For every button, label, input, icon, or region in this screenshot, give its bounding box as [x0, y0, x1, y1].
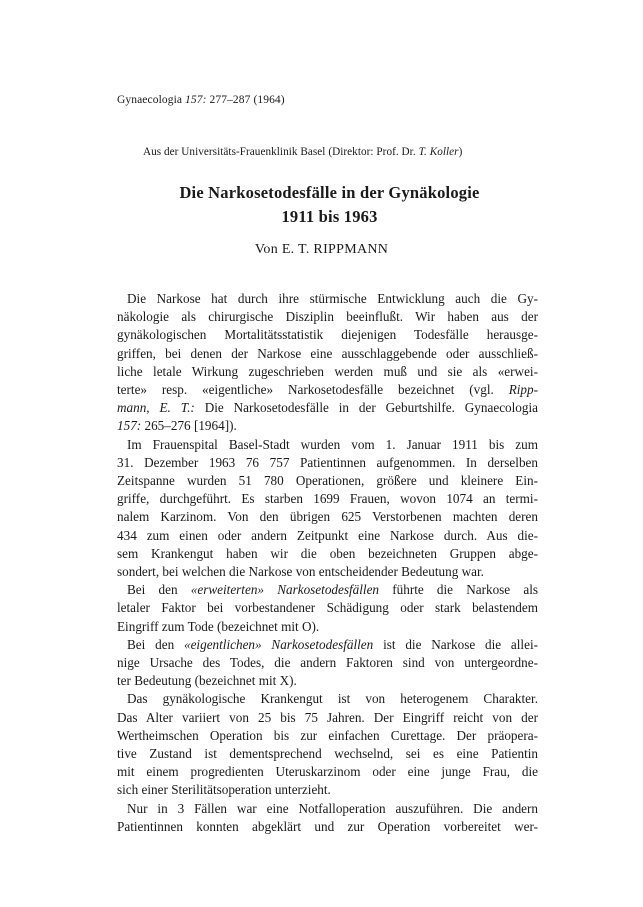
body-line: sem Krankengut haben wir die oben bezeichneten Gruppen abge- — [117, 545, 538, 561]
body-line: Nur in 3 Fällen war eine Notfalloperation auszuführen. Die andern — [127, 800, 538, 816]
emphasis-term: «erweiterten» Narkosetodesfällen — [190, 582, 380, 598]
body-line — [117, 381, 538, 399]
body-text-span: ist die Narkose die allei- — [383, 636, 539, 652]
body-line: griffe, durchgeführt. Es starben 1699 Frauen, wovon 1074 an termi- — [117, 491, 538, 507]
body-line: tive Zustand ist dementsprechend wechselnd, sei es eine Patientin — [117, 746, 538, 762]
body-line: mit einem progredienten Uteruskarzinom oder eine junge Frau, die — [117, 764, 538, 780]
journal-pages-year: 277–287 (1964) — [209, 94, 285, 106]
body-line: Wertheimschen Operation bis zur einfachen Curettage. Der präopera- — [117, 727, 538, 743]
citation-author: mann, E. T.: — [117, 400, 195, 416]
body-line: 434 zum einen oder andern Zeitpunkt eine Narkose durch. Aus die- — [117, 527, 538, 543]
body-line: nige Ursache des Todes, die andern Faktoren sind von untergeordne- — [117, 655, 538, 671]
citation-author: Ripp- — [508, 382, 538, 398]
emphasis-term: «eigentlichen» Narkosetodesfällen — [183, 636, 374, 652]
affiliation-prefix: Aus der Universitäts-Frauenklinik Basel (Direktor: Prof. Dr. — [143, 146, 416, 158]
body-line: Das Alter variiert von 25 bis 75 Jahren. Der Eingriff reicht von der — [117, 709, 538, 725]
body-line — [117, 399, 538, 417]
article-body — [117, 290, 538, 836]
body-text-span: Bei den — [127, 636, 175, 652]
affiliation-director: T. Koller — [418, 146, 459, 158]
body-line: griffen, bei denen der Narkose eine ausschlaggebende oder ausschließ- — [117, 345, 538, 361]
body-line: Patientinnen konnten abgeklärt und zur Operation vorbereitet wer- — [117, 818, 538, 834]
body-line: sich einer Sterilitätsoperation unterzieht. — [117, 782, 331, 798]
body-line: Im Frauenspital Basel-Stadt wurden vom 1. Januar 1911 bis zum — [127, 436, 538, 452]
affiliation-suffix: ) — [458, 146, 463, 158]
article-title-line-2: 1911 bis 1963 — [281, 207, 378, 226]
body-line: ter Bedeutung (bezeichnet mit X). — [117, 673, 297, 689]
body-line — [117, 636, 538, 654]
body-line: sondert, bei welchen die Narkose von entscheidender Bedeutung war. — [117, 564, 484, 580]
affiliation-line — [143, 146, 462, 158]
author-line: Von E. T. RIPPMANN — [254, 242, 389, 257]
body-text-span: Bei den — [127, 582, 178, 598]
body-line: Eingriff zum Tode (bezeichnet mit O). — [117, 618, 320, 634]
body-text-span: Die Narkosetodesfälle in der Geburtshilfe. Gynaecologia — [204, 400, 539, 416]
journal-name: Gynaecologia — [117, 94, 183, 106]
body-line: Die Narkose hat durch ihre stürmische Entwicklung auch die Gy- — [127, 291, 538, 306]
journal-volume: 157: — [185, 94, 207, 106]
body-line: gynäkologischen Mortalitätsstatistik diejenigen Todesfälle herausge- — [117, 327, 538, 343]
body-line — [117, 417, 538, 435]
body-line: letaler Faktor bei vorbestandener Schädigung oder stark belastendem — [117, 600, 538, 616]
body-line: näkologie als chirurgische Disziplin beeinflußt. Wir haben aus der — [117, 309, 538, 325]
body-line: Das gynäkologische Krankengut ist von heterogenem Charakter. — [127, 691, 538, 707]
body-text-span: 265–276 [1964]). — [144, 418, 237, 434]
body-line: nalem Karzinom. Von den übrigen 625 Verstorbenen machten deren — [117, 509, 538, 525]
citation-volume: 157: — [117, 418, 142, 434]
body-line: 31. Dezember 1963 76 757 Patientinnen aufgenommen. In derselben — [117, 454, 538, 470]
body-text-span: führte die Narkose als — [392, 582, 539, 598]
body-text-span: terte» resp. «eigentliche» Narkosetodesfälle bezeichnet (vgl. — [117, 382, 494, 398]
journal-reference — [117, 94, 285, 106]
body-line — [117, 581, 538, 599]
body-line: liche letale Wirkung zugeschrieben werden muß und sie als «erwei- — [117, 363, 538, 379]
body-line: Zeitspanne wurden 51 780 Operationen, größere und kleinere Ein- — [117, 473, 538, 489]
article-title-line-1: Die Narkosetodesfälle in der Gynäkologie — [179, 183, 480, 202]
